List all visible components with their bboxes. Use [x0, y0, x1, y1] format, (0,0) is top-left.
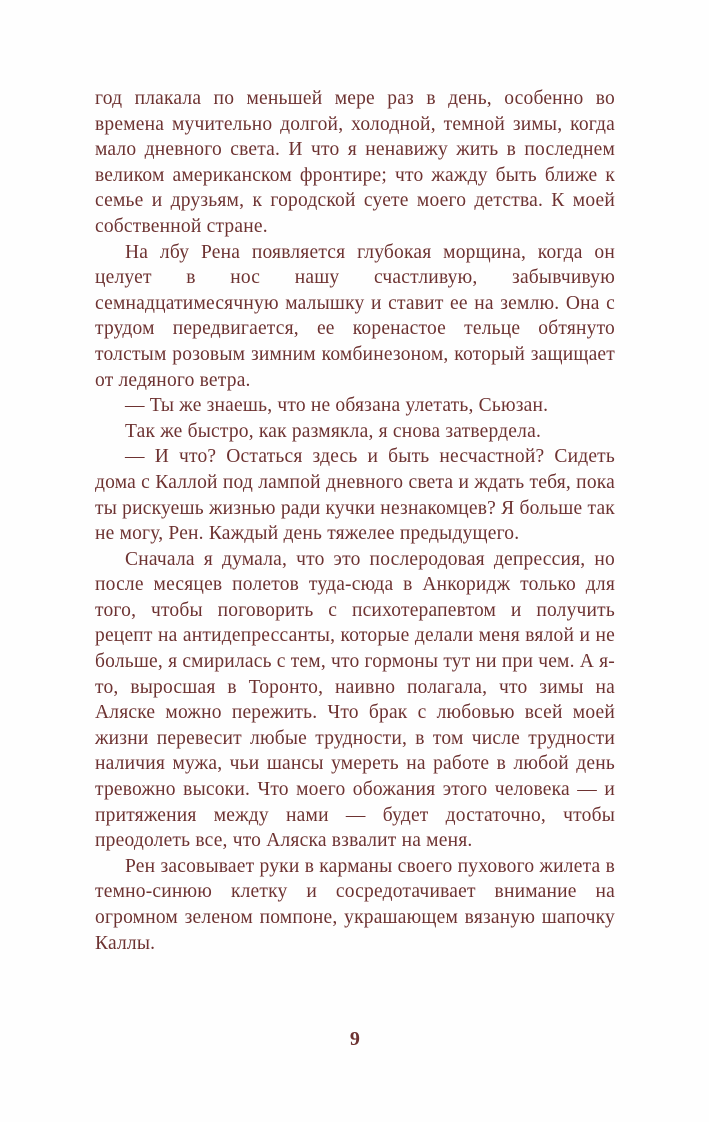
paragraph: Сначала я думала, что это послеродовая депрессия, но после месяцев полетов туда-сюда в Анкоридж только для того, чтобы поговорить с психотерапевтом и получить рецепт на антидепрессанты, которые делали меня вялой и не больше, я смирилась с тем, что гормоны тут ни при чем. А я-то, выросшая в Торонто, наивно полагала, что зимы на Аляске можно пережить. Что брак с любовью всей моей жизни перевесит любые трудности, в том числе трудности наличия мужа, чьи шансы умереть на работе в любой день тревожно высоки. Что моего обожания этого человека — и притяжения между нами — будет достаточно, чтобы преодолеть все, что Аляска взвалит на меня. — [95, 548, 615, 852]
paragraph: Так же быстро, как размякла, я снова затвердела. — [125, 420, 542, 442]
page-number: 9 — [349, 1028, 361, 1050]
paragraph-dialogue: — И что? Остаться здесь и быть несчастной? Сидеть дома с Каллой под лампой дневного света и ждать тебя, пока ты рискуешь жизнью ради кучки незнакомцев? Я больше так не могу, Рен. Каждый день тяжелее предыдущего. — [95, 446, 615, 545]
paragraph-dialogue: — Ты же знаешь, что не обязана улетать, Сьюзан. — [125, 395, 549, 417]
text-block — [95, 86, 615, 956]
paragraph: На лбу Рена появляется глубокая морщина, когда он целует в нос нашу счастливую, забывчивую семнадцатимесячную малышку и ставит ее на землю. Она с трудом передвигается, ее коренастое тельце обтянуто толстым розовым зимним комбинезоном, который защищает от ледяного ветра. — [95, 241, 615, 391]
paragraph: Рен засовывает руки в карманы своего пухового жилета в темно-синюю клетку и сосредотачивает внимание на огромном зеленом помпоне, украшающем вязаную шапочку Каллы. — [95, 855, 615, 954]
paragraph: год плакала по меньшей мере раз в день, особенно во времена мучительно долгой, холодной, темной зимы, когда мало дневного света. И что я ненавижу жить в последнем великом американском фронтире; что жажду быть ближе к семье и друзьям, к городской суете моего детства. К моей собственной стране. — [95, 88, 615, 237]
